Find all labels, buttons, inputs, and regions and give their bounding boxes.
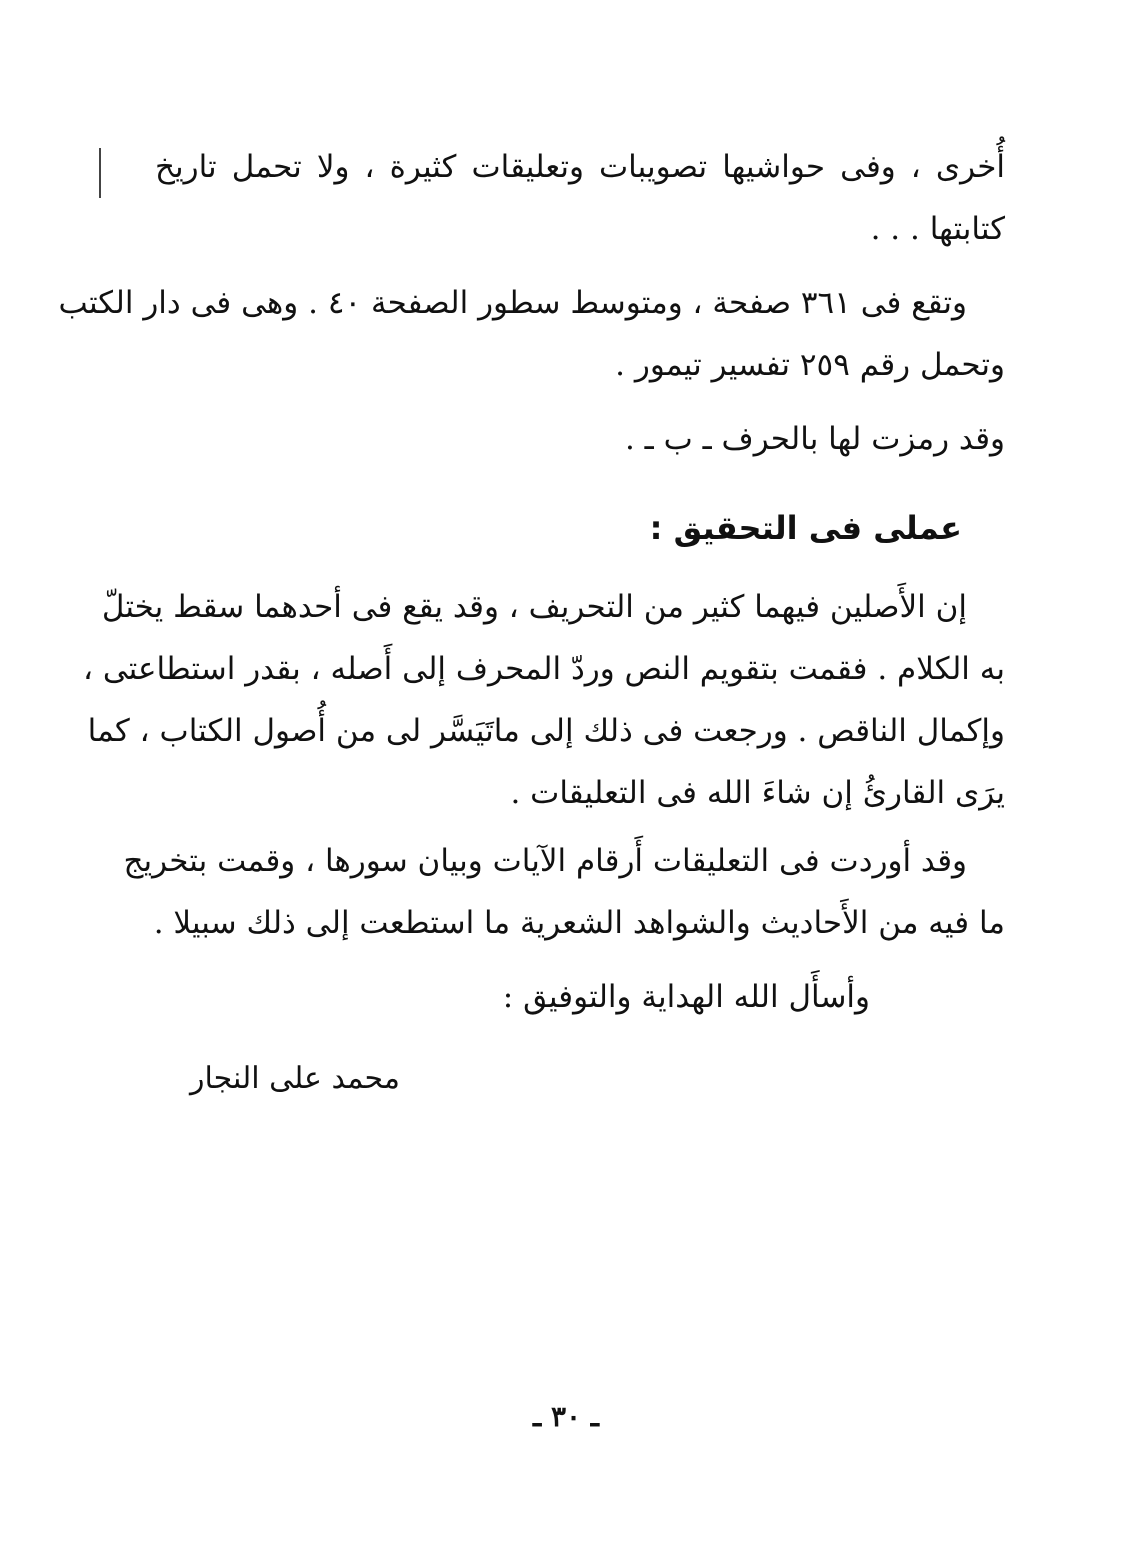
text-line: كتابتها . . . xyxy=(870,211,1005,247)
page-number: ـ ٣٠ ـ xyxy=(533,1400,599,1433)
closing-prayer: وأسأَل الله الهداية والتوفيق : xyxy=(502,979,870,1015)
text-line: أُخرى ، وفى حواشيها تصويبات وتعليقات كثيرة ، ولا تحمل تاريخ xyxy=(155,149,1005,185)
paragraph-manuscript-notes xyxy=(155,136,1005,260)
text-line: يرَى القارئُ إن شاءَ الله فى التعليقات . xyxy=(510,775,1005,811)
text-line: وتقع فى ٣٦١ صفحة ، ومتوسط سطور الصفحة ٤٠ . وهى فى دار الكتب xyxy=(58,285,967,321)
text-line: وقد رمزت لها بالحرف ـ ب ـ . xyxy=(624,421,1005,457)
margin-rule xyxy=(99,148,101,198)
paragraph-editing-work xyxy=(82,576,1005,824)
section-heading: عملى فى التحقيق : xyxy=(649,509,962,547)
text-line: به الكلام . فقمت بتقويم النص وردّ المحرف إلى أَصله ، بقدر استطاعتى ، xyxy=(82,651,1005,687)
paragraph-references xyxy=(123,830,1005,954)
text-line: وقد أوردت فى التعليقات أَرقام الآيات وبيان سورها ، وقمت بتخريج xyxy=(123,843,967,879)
paragraph-manuscript-details xyxy=(58,272,1005,396)
text-line: ما فيه من الأَحاديث والشواهد الشعرية ما استطعت إلى ذلك سبيلا . xyxy=(153,905,1005,941)
text-line: وإكمال الناقص . ورجعت فى ذلك إلى ماتَيَسَّر لى من أُصول الكتاب ، كما xyxy=(87,713,1005,749)
paragraph-symbol xyxy=(155,408,1005,470)
author-signature: محمد على النجار xyxy=(190,1061,400,1096)
text-line: إن الأَصلين فيهما كثير من التحريف ، وقد يقع فى أحدهما سقط يختلّ xyxy=(101,589,967,625)
text-line: وتحمل رقم ٢٥٩ تفسير تيمور . xyxy=(615,347,1005,383)
